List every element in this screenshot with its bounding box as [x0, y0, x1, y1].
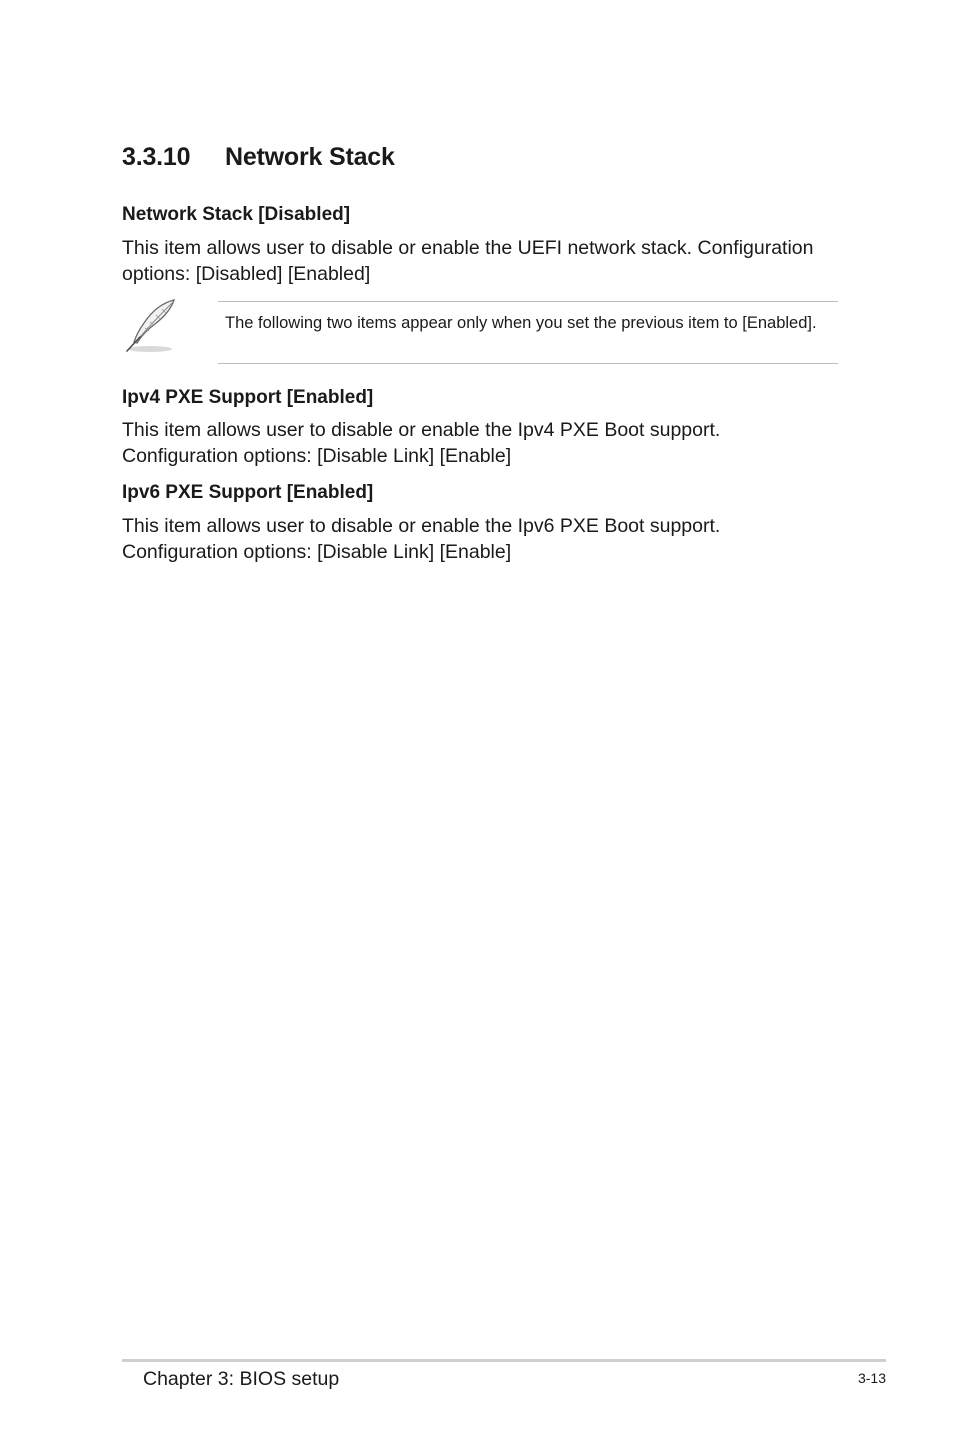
- footer-divider: [122, 1359, 886, 1362]
- note-box: [218, 301, 838, 364]
- section-heading: [122, 143, 395, 172]
- footer-page-number: 3-13: [857, 1370, 886, 1386]
- item-title-network-stack: Network Stack [Disabled]: [122, 204, 351, 225]
- feather-pen-icon: [122, 297, 180, 355]
- section-title: Network Stack: [225, 143, 395, 171]
- item-title-ipv4-pxe: Ipv4 PXE Support [Enabled]: [122, 387, 374, 408]
- item-description-ipv6-pxe: [122, 513, 842, 565]
- item-title-ipv6-pxe: Ipv6 PXE Support [Enabled]: [122, 482, 374, 503]
- note-text: The following two items appear only when you set the previous item to [Enabled].: [225, 314, 817, 332]
- ipv6-description-line1: This item allows user to disable or enable the Ipv6 PXE Boot support.: [122, 515, 721, 537]
- ipv6-description-line2: Configuration options: [Disable Link] [Enable]: [122, 541, 512, 563]
- section-number: 3.3.10: [122, 143, 191, 171]
- ipv4-description-line1: This item allows user to disable or enable the Ipv4 PXE Boot support.: [122, 419, 721, 441]
- item-description-ipv4-pxe: [122, 417, 842, 469]
- item-description-network-stack: This item allows user to disable or enable the UEFI network stack. Configuration options: [Disabled] [Enabled]: [122, 237, 814, 285]
- ipv4-description-line2: Configuration options: [Disable Link] [Enable]: [122, 445, 512, 467]
- footer-chapter: Chapter 3: BIOS setup: [143, 1368, 340, 1390]
